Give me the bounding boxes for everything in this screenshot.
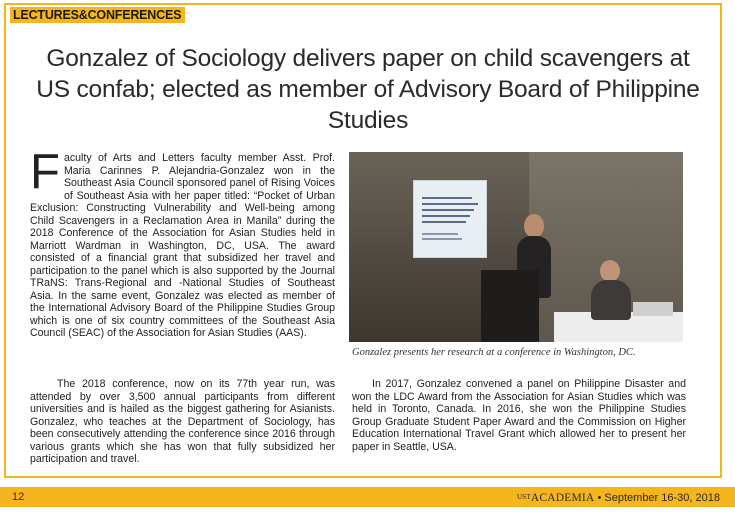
paragraph-2: The 2018 conference, now on its 77th year run, was attended by over 3,500 annual participants from different universities and is hailed as the biggest gathering for Asianists. Gonzalez, who teaches at the Department of Sociology, has been consecutively attending the conference since 2016 through various grants which she has won that fully subsidized her participation and travel. <box>30 378 335 465</box>
issue-date: September 16-30, 2018 <box>604 492 720 504</box>
projection-screen <box>413 180 487 258</box>
paragraph-3: In 2017, Gonzalez convened a panel on Philippine Disaster and won the LDC Award from the Association for Asian Studies which was held in Toronto, Canada. In 2016, she won the Philippine Studies Group Graduate Student Paper Award and the Commission on Higher Education International Travel Grant which allowed her to present her paper in Seattle, USA. <box>352 378 686 453</box>
presenter-head <box>524 214 544 238</box>
publication-logo: USTACADEMIA <box>517 492 595 504</box>
photo-caption: Gonzalez presents her research at a conference in Washington, DC. <box>352 347 636 358</box>
footer-publication <box>517 490 720 505</box>
article-column-left <box>30 145 335 340</box>
section-tag: LECTURES&CONFERENCES <box>10 7 185 23</box>
panelist-figure <box>591 280 631 320</box>
paragraph-1: aculty of Arts and Letters faculty member Asst. Prof. Maria Carinnes P. Alejandria-Gonzalez won in the Southeast Asia Council sponsored panel of Rising Voices of Southeast Asia with her paper titled: “Pocket of Urban Exclusion: Constructing Vulnerability and Well-being among Child Scavengers in a Reclamation Area in Manila” during the 2018 Conference of the Association for Asian Studies held in Marriott Wardman in Washington, DC, USA. The award consisted of a financial grant that subsidized her travel and participation to the panel which is also supported by the Journal TRaNS: Trans-Regional and -National Studies of Southeast Asia. In the same event, Gonzalez was elected as member of the International Advisory Board of the Philippine Studies Group which is one of six country committees of the Southeast Asia Council (SEAC) of the Association for Asian Studies (AAS). <box>30 152 335 339</box>
page-number: 12 <box>12 491 25 503</box>
panelist-head <box>600 260 620 282</box>
conference-photo <box>349 152 683 342</box>
article-headline: Gonzalez of Sociology delivers paper on child scavengers at US confab; elected as member of Advisory Board of Philippine Studies <box>36 45 700 134</box>
podium <box>481 270 539 342</box>
laptop <box>633 302 673 316</box>
dropcap: F <box>30 145 60 199</box>
footer-separator: • <box>597 492 602 504</box>
